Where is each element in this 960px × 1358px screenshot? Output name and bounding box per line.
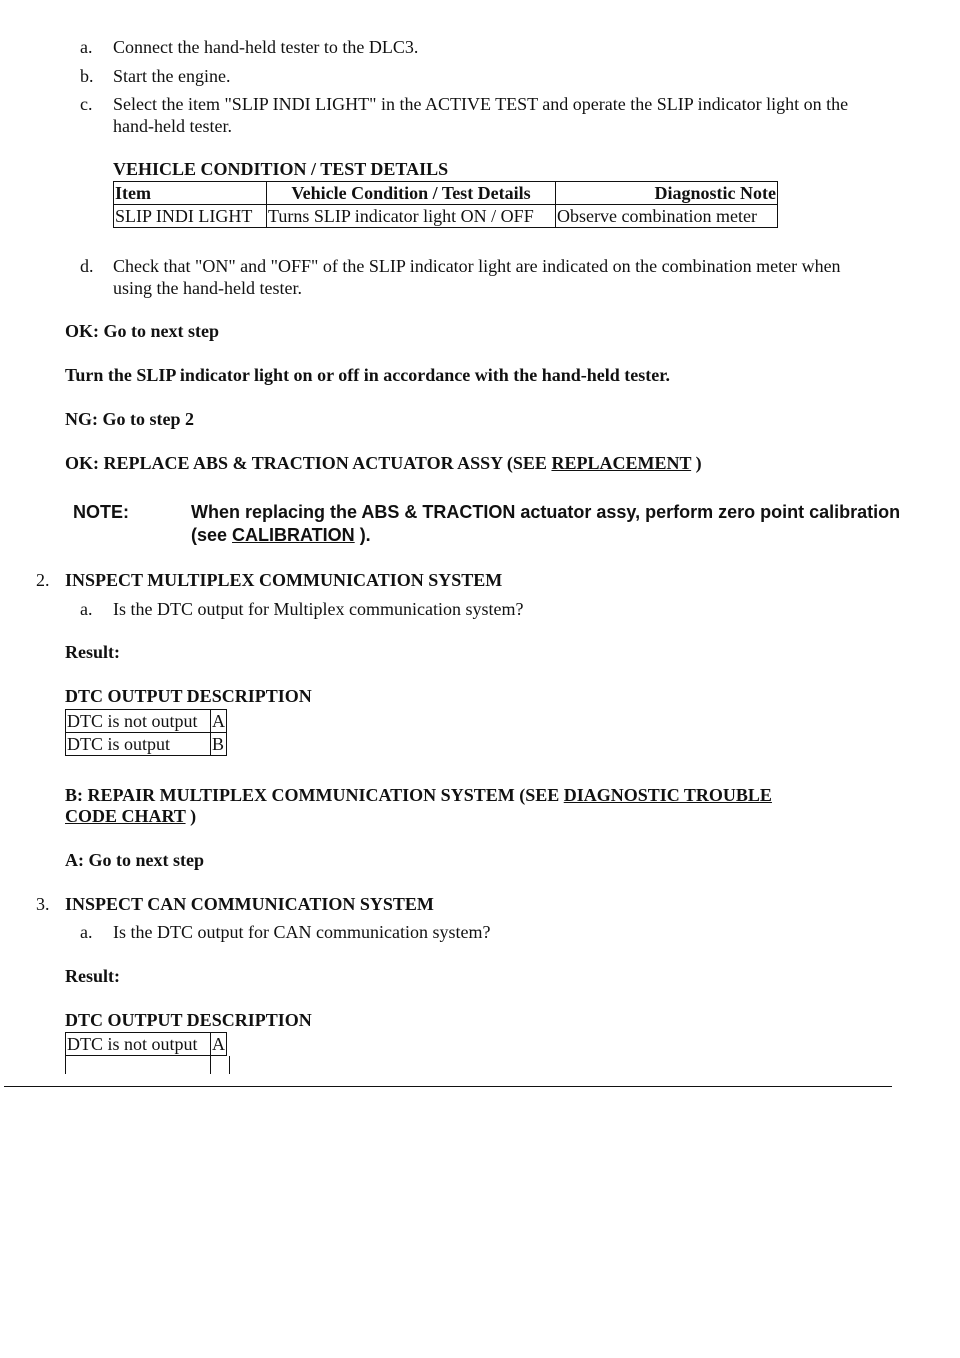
- table-row: [66, 733, 227, 756]
- repair-suffix: ): [185, 806, 197, 826]
- section-3-title: INSPECT CAN COMMUNICATION SYSTEM: [65, 894, 434, 914]
- ok-replace-prefix: OK: REPLACE ABS & TRACTION ACTUATOR ASSY (SEE: [65, 453, 552, 473]
- page-bottom-rule: [4, 1086, 892, 1087]
- dtc-code: A: [212, 1034, 225, 1054]
- ok-replace-line: [65, 452, 702, 474]
- replacement-link[interactable]: REPLACEMENT: [551, 453, 692, 473]
- note-body: [191, 501, 911, 547]
- header-condition: Vehicle Condition / Test Details: [267, 182, 556, 205]
- section-2-table-caption: DTC OUTPUT DESCRIPTION: [65, 686, 312, 706]
- vehicle-condition-table: [113, 181, 778, 228]
- table-cutoff-border-right: [229, 1056, 230, 1074]
- dtc-description: DTC is not output: [66, 710, 211, 733]
- repair-prefix: B: REPAIR MULTIPLEX COMMUNICATION SYSTEM (SEE: [65, 785, 564, 805]
- step-text: Is the DTC output for CAN communication system?: [113, 922, 491, 942]
- table-cutoff-border-left: [65, 1056, 66, 1074]
- section-2-result-label: Result:: [65, 642, 120, 662]
- section-2-number: 2.: [36, 570, 50, 590]
- dtc-code: A: [212, 711, 225, 731]
- table-row: [114, 205, 778, 228]
- dtc-chart-link-cont[interactable]: CODE CHART: [65, 806, 186, 826]
- step-letter: b.: [80, 66, 94, 86]
- header-item: Item: [114, 182, 267, 205]
- step-text: Is the DTC output for Multiplex communication system?: [113, 599, 524, 619]
- table-row: [66, 710, 227, 733]
- section-3-table-caption: DTC OUTPUT DESCRIPTION: [65, 1010, 312, 1030]
- section-2-repair-line-2: [65, 805, 196, 827]
- section-2-title: INSPECT MULTIPLEX COMMUNICATION SYSTEM: [65, 570, 503, 590]
- section-3-number: 3.: [36, 894, 50, 914]
- header-note: Diagnostic Note: [556, 182, 778, 205]
- step-letter: a.: [80, 37, 93, 57]
- ok-replace-suffix: ): [691, 453, 702, 473]
- calibration-link[interactable]: CALIBRATION: [232, 525, 355, 545]
- step-text: Check that "ON" and "OFF" of the SLIP indicator light are indicated on the combination meter when using the hand-held tester.: [113, 256, 841, 298]
- step-letter: d.: [80, 256, 94, 276]
- dtc-code: B: [211, 733, 227, 756]
- section-3-dtc-table: [65, 1032, 227, 1056]
- table-cutoff-border-mid: [210, 1056, 211, 1074]
- note-text-end: ).: [354, 525, 371, 545]
- step-text: Select the item "SLIP INDI LIGHT" in the ACTIVE TEST and operate the SLIP indicator light on the hand-held tester.: [113, 94, 849, 136]
- ng-go-to-step: NG: Go to step 2: [65, 409, 194, 429]
- vehicle-table-caption: VEHICLE CONDITION / TEST DETAILS: [113, 159, 449, 179]
- section-2-repair-line-1: [65, 784, 772, 806]
- cell-note: Observe combination meter: [556, 205, 778, 228]
- step-text: Start the engine.: [113, 66, 231, 86]
- step-letter: c.: [80, 94, 93, 114]
- dtc-chart-link[interactable]: DIAGNOSTIC TROUBLE: [563, 785, 772, 805]
- ok-next-step: OK: Go to next step: [65, 321, 219, 341]
- step-letter: a.: [80, 599, 93, 619]
- cell-item: SLIP INDI LIGHT: [114, 205, 267, 228]
- step-text: Connect the hand-held tester to the DLC3.: [113, 37, 419, 57]
- note-text: When replacing the ABS & TRACTION actuator assy, perform zero point calibration (see: [191, 502, 901, 545]
- dtc-description: DTC is output: [66, 733, 211, 756]
- note-label: NOTE:: [73, 502, 129, 522]
- section-2-a-next: A: Go to next step: [65, 850, 204, 870]
- dtc-description: DTC is not output: [66, 1033, 211, 1056]
- section-2-dtc-table: [65, 709, 227, 756]
- turn-instruction: Turn the SLIP indicator light on or off in accordance with the hand-held tester.: [65, 365, 671, 385]
- table-header-row: [114, 182, 778, 205]
- cell-condition: Turns SLIP indicator light ON / OFF: [267, 205, 556, 228]
- step-letter: a.: [80, 922, 93, 942]
- table-row: [66, 1033, 227, 1056]
- section-3-result-label: Result:: [65, 966, 120, 986]
